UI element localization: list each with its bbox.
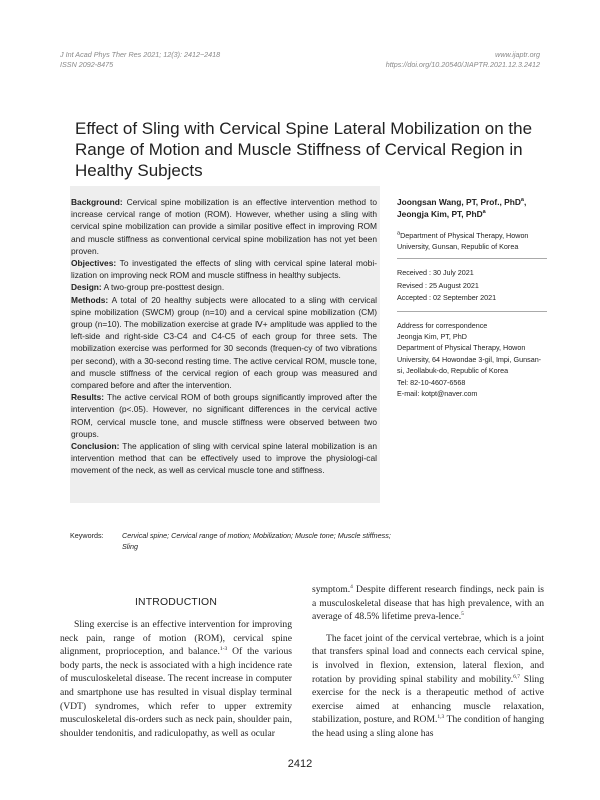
intro-left-column <box>60 618 292 740</box>
abstract <box>71 196 377 477</box>
intro-paragraph-1 <box>60 618 292 740</box>
citation: 1,3 <box>437 714 445 721</box>
abstract-objectives <box>71 257 377 281</box>
correspondence-email[interactable]: E-mail: kotpt@naver.com <box>397 389 478 398</box>
abstract-methods <box>71 294 377 392</box>
correspondence-address: Department of Physical Therapy, Howon University, 64 Howondae 3-gil, Impi, Gunsan-si, Jeollabuk-do, Republic of Korea <box>397 343 542 375</box>
author-1-sup: a <box>520 197 524 204</box>
author-1-comma: , <box>523 197 527 207</box>
conclusion-text: The application of sling with cervical spine lateral mobilization is an intervention method that can be effectively used to improve the physiologi-cal movement of the neck, as well as cervical muscle tone and stiffness. <box>71 441 377 476</box>
article-dates <box>397 267 547 305</box>
results-text: The active cervical ROM of both groups significantly improved after the intervention (p<.05). However, no significant differences in the cervical active ROM, cervical muscle tone, and muscle stiffness were observed between two groups. <box>71 392 377 439</box>
conclusion-label: Conclusion: <box>71 441 120 452</box>
issn: ISSN 2092-8475 <box>60 60 114 69</box>
citation: 1-3 <box>219 646 228 652</box>
background-text: Cervical spine mobilization is an effective intervention method to increase cervical range of motion (ROM). However, whether using a sling with cervical spine mobilization can provide a similar positive effect in improving ROM and muscle stiffness as conventional cervical spine mobilization has not yet been proven. <box>71 197 377 256</box>
page-number: 2412 <box>287 758 313 770</box>
affiliation <box>397 230 547 252</box>
background-label: Background: <box>71 197 123 207</box>
abstract-conclusion <box>71 440 377 477</box>
keywords-label: Keywords: <box>70 531 104 540</box>
objectives-label: Objectives: <box>71 258 117 269</box>
received-date: Received : 30 July 2021 <box>397 268 474 277</box>
methods-label: Methods: <box>71 294 109 305</box>
intro-paragraph-3 <box>312 632 544 741</box>
accepted-date: Accepted : 02 September 2021 <box>397 293 497 302</box>
correspondence <box>397 331 547 400</box>
correspondence-tel: Tel: 82-10-4607-6568 <box>397 377 466 387</box>
intro-text: Sling exercise for the neck is a therapeutic method of active exercise aimed at enhancing muscle relaxation, stabilization, posture, and ROM. <box>312 673 544 726</box>
intro-text: Of the various body parts, the neck is associated with a high incidence rate of musculoskeletal disease. The recent increase in computer and smartphone use has resulted in visual display terminal (VDT) syndromes, which refer to upper extremity musculoskeletal dis-orders such as neck pain, shoulder pain, shoulder tendonitis, and radiculopathy, as well as ocular <box>60 646 292 739</box>
intro-text: The facet joint of the cervical vertebrae, which is a joint that transfers spinal load and connects each cervical spine, is involved in flexion, extension, lateral flexion, and rotation by providing spinal stability and mobility. <box>312 632 544 685</box>
article-title: Effect of Sling with Cervical Spine Lateral Mobilization on the Range of Motion and Muscle Stiffness of Cervical Region in Healthy Subjects <box>75 119 533 180</box>
objectives-text: To investigated the effects of sling with cervical spine lateral mobi-lization on improving neck ROM and muscle stiffness in healthy subjects. <box>71 258 377 281</box>
author-2-sup: a <box>482 209 486 216</box>
intro-text: Despite different research findings, neck pain is a musculoskeletal disease that has high prevalence, with an average of 48.5% lifetime preva-lence. <box>312 584 544 623</box>
doi-link[interactable]: https://doi.org/10.20540/JIAPTR.2021.12.3.2412 <box>385 60 540 69</box>
abstract-background <box>71 196 377 257</box>
introduction-heading: INTRODUCTION <box>134 597 218 608</box>
abstract-design <box>71 281 377 293</box>
journal-url[interactable]: www.ijaptr.org <box>495 50 540 59</box>
correspondence-title: Address for correspondence <box>397 320 488 330</box>
divider <box>397 311 547 312</box>
author-info <box>397 196 547 400</box>
citation: 4 <box>350 583 353 590</box>
author-1: Joongsan Wang, PT, Prof., PhD <box>397 197 521 207</box>
intro-right-column <box>312 583 544 741</box>
correspondence-name: Jeongja Kim, PT, PhD <box>397 331 467 341</box>
author-2: Jeongja Kim, PT, PhD <box>397 209 483 219</box>
intro-text: The condition of hanging the head using a sling alone has <box>312 714 545 739</box>
journal-links <box>386 50 540 70</box>
revised-date: Revised : 25 August 2021 <box>397 280 479 290</box>
methods-text: A total of 20 healthy subjects were allocated to a sling with cervical spine mobilization (SWCM) group (n=10) and a cervical spine mobilization (CM) group (n=10). The mobilization exercise at grade Ⅳ+ amplitude was applied to the left-side and right-side C3-C4 and C4-C5 of each group for three sets. The mobilization exercise was performed for 30 seconds (frequen-cy of two vibrations per second), with a 30-second resting time. The active cervical ROM, muscle tone, and muscle stiffness of the cervical region of each group was measured and compared before and after the intervention. <box>71 294 377 391</box>
keywords-text: Cervical spine; Cervical range of motion; Mobilization; Muscle tone; Muscle stiffness; Sling <box>122 531 391 551</box>
intro-text: Sling exercise is an effective intervention for improving neck pain, range of motion (ROM), cervical spine alignment, proprioception, and balance. <box>60 619 292 658</box>
design-text: A two-group pre-posttest design. <box>101 282 225 293</box>
affiliation-text: Department of Physical Therapy, Howon University, Gunsan, Republic of Korea <box>397 231 529 251</box>
journal-header <box>60 50 220 70</box>
journal-citation: J Int Acad Phys Ther Res 2021; 12(3): 2412~2418 <box>60 50 221 59</box>
abstract-results <box>71 391 377 440</box>
design-label: Design: <box>71 282 102 293</box>
affiliation-sup: a <box>397 230 401 237</box>
citation: 5 <box>461 611 464 617</box>
divider <box>397 258 547 259</box>
citation: 6,7 <box>513 673 520 680</box>
author-names <box>397 196 547 220</box>
intro-text: symptom. <box>312 584 351 595</box>
results-label: Results: <box>71 392 105 403</box>
intro-paragraph-2 <box>312 583 544 624</box>
